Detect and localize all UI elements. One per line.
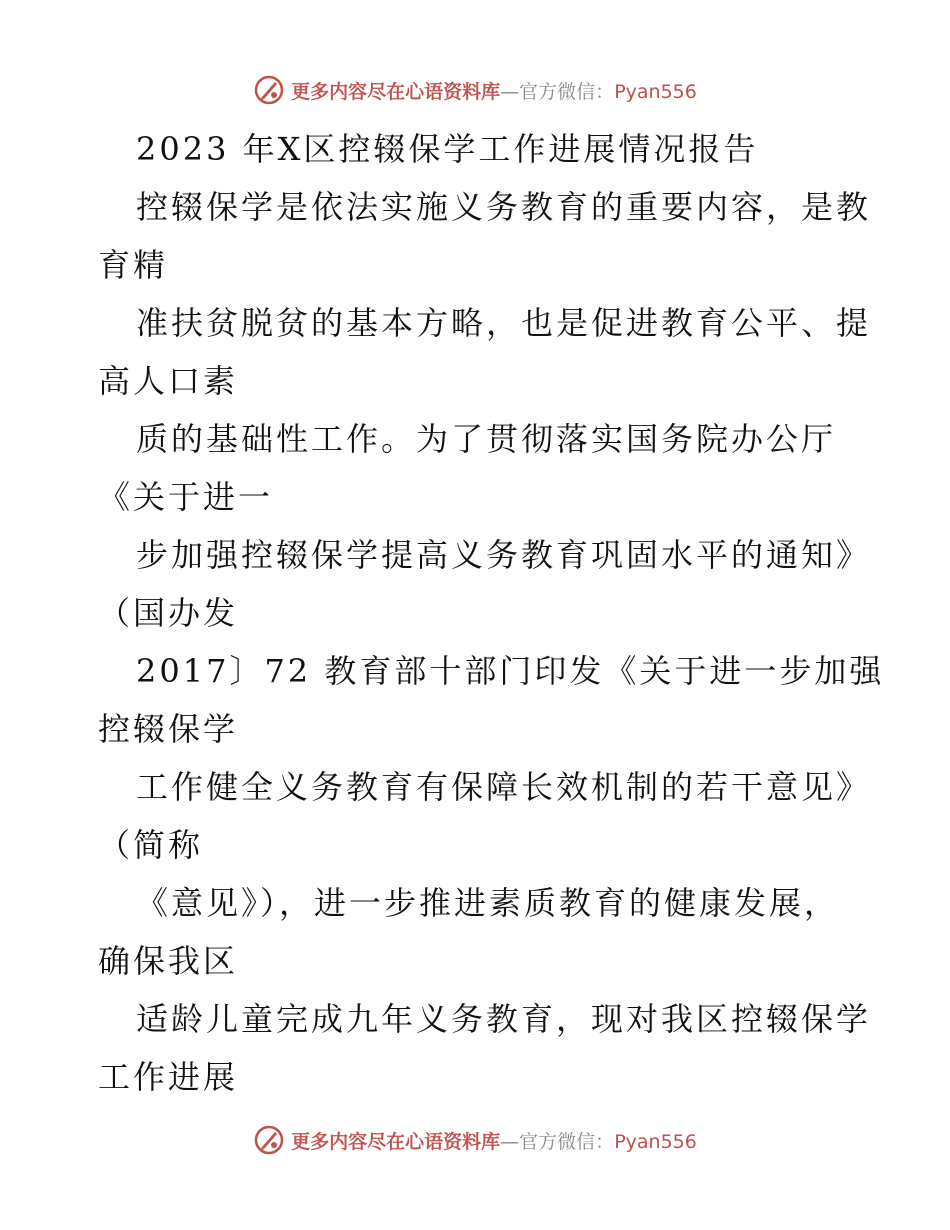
footer-banner-text: 更多内容尽在心语资料库—官方微信：Pyan556 [291,1130,697,1153]
document-title: 2023 年X区控辍保学工作进展情况报告 [136,130,759,168]
paragraph-line: 育精 [98,246,169,284]
footer-watermark-banner [0,1120,950,1160]
paragraph-line: 2017〕72 教育部十部门印发《关于进一步加强 [136,652,885,690]
paragraph-line: 质的基础性工作。为了贯彻落实国务院办公厅 [136,420,837,458]
paragraph-line: 确保我区 [98,942,239,980]
paragraph-line: 控辍保学 [98,710,239,748]
document-body [98,120,885,1106]
paragraph-line: 步加强控辍保学提高义务教育巩固水平的通知》 [136,536,872,574]
paragraph-line: 《意见》），进一步推进素质教育的健康发展， [136,884,840,922]
paragraph-line: 工作进展 [98,1058,239,1096]
paragraph-line: （简称 [98,826,204,864]
quill-logo-icon [253,74,285,106]
paragraph-line: 适龄儿童完成九年义务教育，现对我区控辍保学 [136,1000,872,1038]
paragraph-line: 工作健全义务教育有保障长效机制的若干意见》 [136,768,872,806]
paragraph-line: 《关于进一 [98,478,274,516]
paragraph-line: 控辍保学是依法实施义务教育的重要内容，是教 [136,188,872,226]
paragraph-line: （国办发 [98,594,239,632]
paragraph-line: 高人口素 [98,362,239,400]
header-banner-text: 更多内容尽在心语资料库—官方微信：Pyan556 [291,80,697,103]
paragraph-line: 准扶贫脱贫的基本方略，也是促进教育公平、提 [136,304,872,342]
quill-logo-icon [253,1124,285,1156]
header-watermark-banner [0,70,950,110]
